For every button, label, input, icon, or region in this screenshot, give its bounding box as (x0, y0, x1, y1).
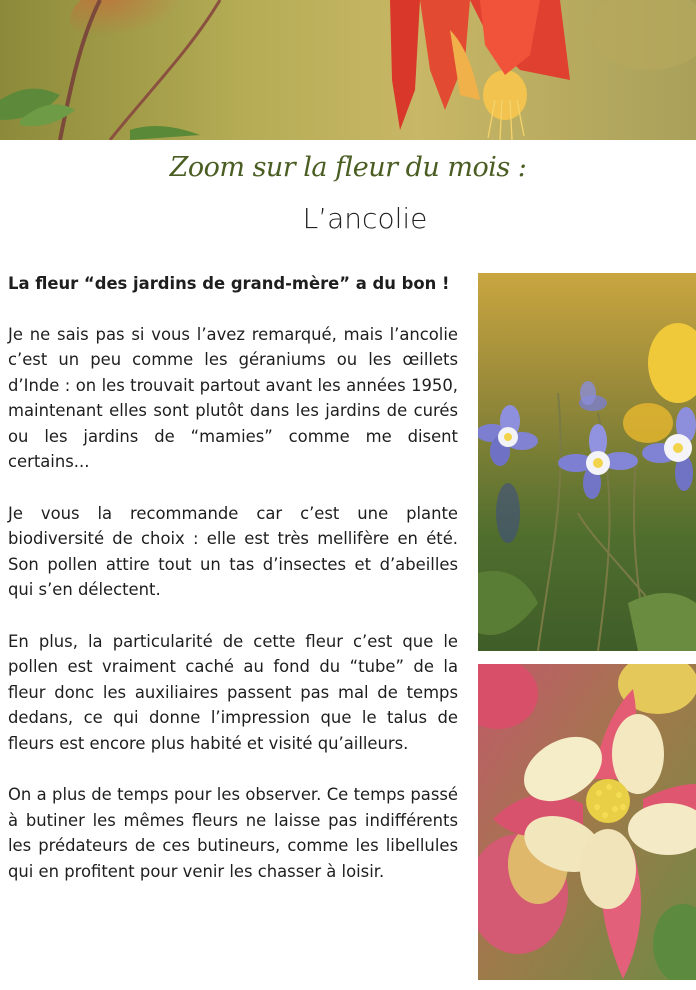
article-lead: La fleur “des jardins de grand-mère” a du bon ! (8, 274, 450, 293)
section-heading: Zoom sur la fleur du mois : (169, 152, 527, 183)
article-paragraph: En plus, la particularité de cette fleur c’est que le pollen est vraiment caché au fond du “tube” de la fleur donc les auxiliaires passent pas mal de temps dedans, ce qui donne l’impression que le talus de fleurs est encore plus habité et visité qu’ailleurs. (8, 631, 458, 753)
header-banner-image (0, 0, 696, 140)
article-paragraph: On a plus de temps pour les observer. Ce temps passé à butiner les mêmes fleurs ne laisse pas indifférents les prédateurs de ces butineurs, comme les libellules qui en profitent pour venir les chasser à loisir. (8, 785, 458, 881)
article-paragraph: Je vous la recommande car c’est une plante biodiversité de choix : elle est très mellifère en été. Son pollen attire tout un tas d’insectes et d’abeilles qui s’en délectent. (8, 503, 458, 599)
pink-columbine-photo (478, 664, 696, 980)
page-title: L’ancolie (302, 202, 428, 235)
article-body (8, 271, 458, 910)
article-paragraph: Je ne sais pas si vous l’avez remarqué, mais l’ancolie c’est un peu comme les géraniums ou les œillets d’Inde : on les trouvait partout avant les années 1950, maintenant elles sont plutôt dans les jardins de curés ou les jardins de “mamies” comme me disent certains... (8, 324, 458, 471)
blue-columbine-photo (478, 273, 696, 651)
